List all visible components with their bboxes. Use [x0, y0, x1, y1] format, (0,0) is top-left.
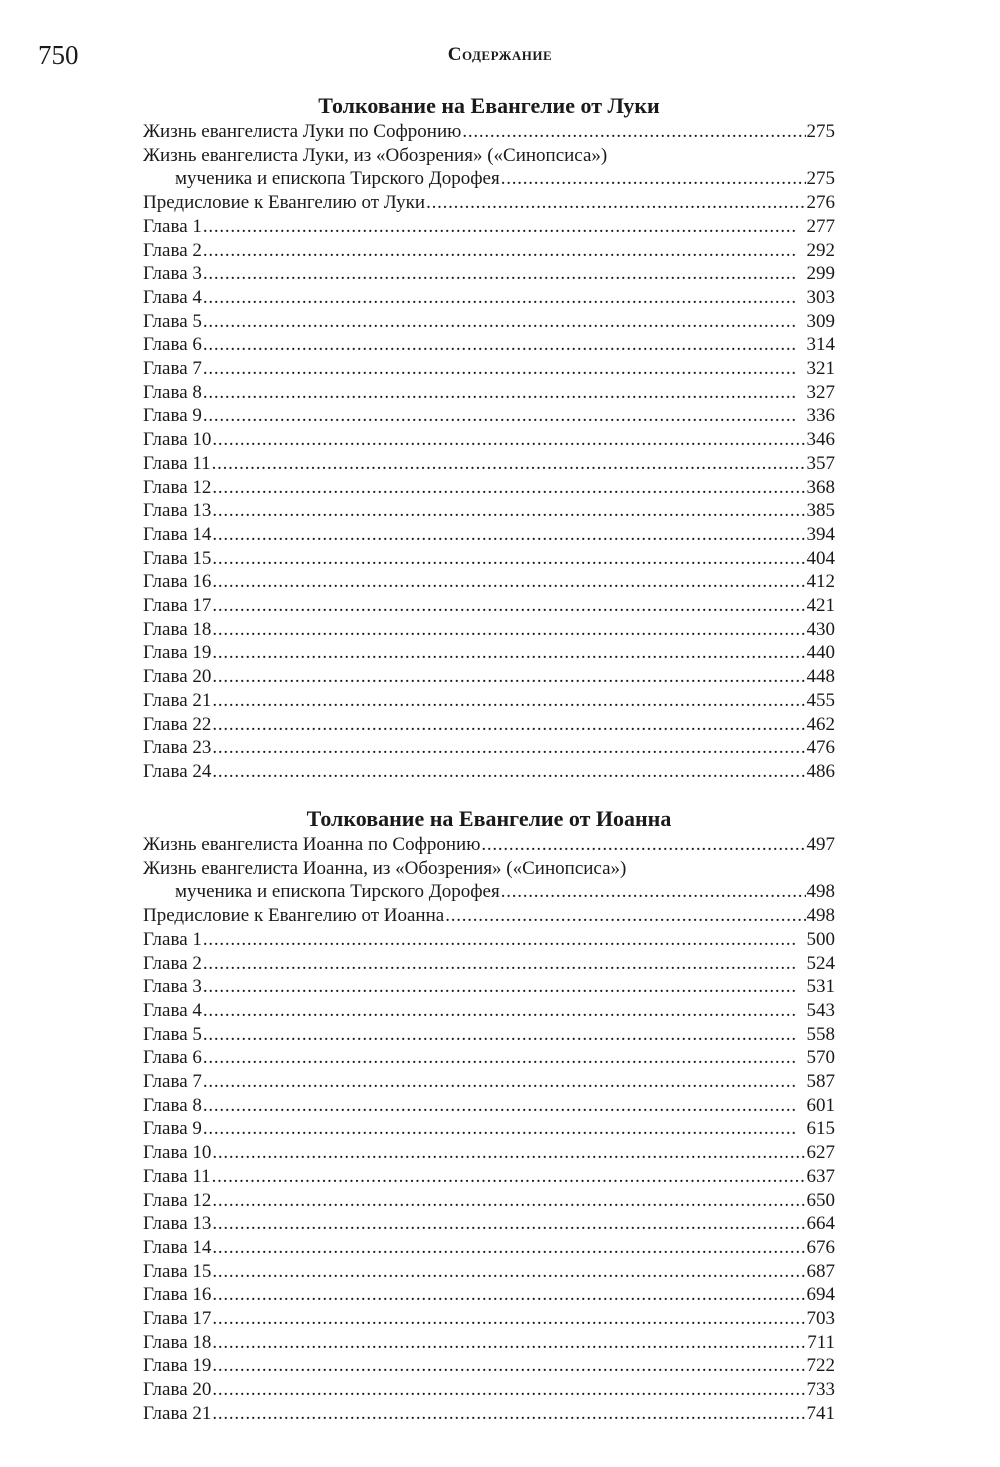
- toc-entry-label: Глава 17: [143, 1308, 212, 1330]
- toc-entry-chapter[interactable]: [143, 1141, 835, 1165]
- toc-entry-label: Глава 8: [143, 381, 202, 403]
- dot-leader: [212, 1260, 805, 1284]
- toc-entry-chapter[interactable]: [143, 928, 835, 952]
- toc-entry-label: Глава 10: [143, 1142, 212, 1164]
- toc-entry-chapter[interactable]: [143, 1165, 835, 1189]
- toc-entry-chapter[interactable]: [143, 523, 835, 547]
- dot-leader: [203, 215, 806, 239]
- toc-entry-chapter[interactable]: [143, 239, 835, 263]
- toc-entry-page: 500: [806, 928, 835, 950]
- toc-entry-page: 292: [806, 239, 835, 261]
- toc-entry-chapter[interactable]: [143, 262, 835, 286]
- dot-leader: [501, 167, 806, 191]
- toc-entry[interactable]: [143, 904, 835, 928]
- toc-entry-chapter[interactable]: [143, 1331, 835, 1355]
- toc-entry-label: Глава 17: [143, 595, 212, 617]
- toc-entry-chapter[interactable]: [143, 1354, 835, 1378]
- toc-entries: [143, 833, 835, 928]
- toc-entry-label: Глава 11: [143, 452, 211, 474]
- toc-entry-chapter[interactable]: [143, 1283, 835, 1307]
- toc-entry-chapter[interactable]: [143, 310, 835, 334]
- toc-entry-chapter[interactable]: [143, 1117, 835, 1141]
- toc-entry-page: 277: [806, 215, 835, 237]
- section-title: Толкование на Евангелие от Луки: [318, 93, 660, 118]
- dot-leader: [212, 1331, 806, 1355]
- toc-entry-page: 275: [806, 121, 835, 142]
- toc-entry[interactable]: [143, 120, 835, 144]
- toc-entry-page: 615: [806, 1118, 835, 1140]
- toc-section-john: [143, 805, 835, 1426]
- toc-entry-page: 711: [807, 1331, 835, 1353]
- toc-entry-chapter[interactable]: [143, 1094, 835, 1118]
- dot-leader: [212, 499, 805, 523]
- toc-entry-label: Глава 15: [143, 547, 212, 569]
- toc-entry-page: 309: [806, 310, 835, 332]
- toc-entry-chapter[interactable]: [143, 1189, 835, 1213]
- toc-entry-page: 722: [806, 1355, 835, 1377]
- dot-leader: [203, 952, 806, 976]
- toc-entry-label: Глава 10: [143, 429, 212, 451]
- dot-leader: [212, 570, 805, 594]
- toc-entry-page: 394: [806, 523, 835, 545]
- toc-entry-page: 497: [806, 834, 835, 855]
- toc-entry-page: 440: [806, 642, 835, 664]
- toc-entry-label: Глава 1: [143, 215, 202, 237]
- dot-leader: [203, 928, 806, 952]
- toc-entry-page: 664: [806, 1213, 835, 1235]
- toc-entry-label: Глава 6: [143, 1047, 202, 1069]
- toc-entry-label: Глава 13: [143, 500, 212, 522]
- dot-leader: [203, 1023, 806, 1047]
- dot-leader: [203, 357, 806, 381]
- toc-entry-chapter[interactable]: [143, 952, 835, 976]
- toc-entry-label: Глава 7: [143, 358, 202, 380]
- dot-leader: [212, 523, 805, 547]
- toc-entry-label: Жизнь евангелиста Иоанна, из «Обозрения» («Синопсиса»): [143, 857, 627, 879]
- dot-leader: [501, 880, 806, 904]
- toc-entry-page: 303: [806, 286, 835, 308]
- running-head: Содержание: [447, 44, 553, 65]
- dot-leader: [203, 404, 806, 428]
- toc-entry-chapter[interactable]: [143, 713, 835, 737]
- toc-entry-page: 524: [806, 952, 835, 974]
- toc-entry-label: Глава 21: [143, 1402, 212, 1424]
- toc-entry-label: Глава 5: [143, 1023, 202, 1045]
- dot-leader: [212, 1402, 805, 1426]
- dot-leader: [203, 1046, 806, 1070]
- toc-entry-label: Глава 20: [143, 666, 212, 688]
- toc-entry-page: 486: [806, 760, 835, 782]
- toc-entry-chapter[interactable]: [143, 1236, 835, 1260]
- toc-entry-label: Глава 24: [143, 760, 212, 782]
- dot-leader: [203, 381, 806, 405]
- toc-entry-page: 276: [806, 192, 835, 214]
- toc-entry-label: Глава 19: [143, 1355, 212, 1377]
- dot-leader: [212, 736, 805, 760]
- toc-entry-chapter[interactable]: [143, 1046, 835, 1070]
- toc-entry-label: Глава 4: [143, 999, 202, 1021]
- toc-entry-chapter[interactable]: [143, 1260, 835, 1284]
- toc-entry-page: 357: [806, 452, 835, 474]
- toc-entry-chapter[interactable]: [143, 1212, 835, 1236]
- toc-entry-page: 448: [806, 666, 835, 688]
- toc-entry-label: Глава 18: [143, 618, 212, 640]
- section-title: Толкование на Евангелие от Иоанна: [306, 806, 672, 831]
- dot-leader: [212, 1189, 805, 1213]
- toc-entry-page: 476: [806, 737, 835, 759]
- toc-entry-label: Предисловие к Евангелию от Иоанна: [143, 905, 445, 927]
- toc-entry-page: 601: [806, 1094, 835, 1116]
- toc-entry-label: Глава 12: [143, 1189, 212, 1211]
- dot-leader: [481, 833, 805, 857]
- toc-entry-label: Глава 13: [143, 1213, 212, 1235]
- toc-entry-page: 531: [806, 976, 835, 998]
- dot-leader: [203, 333, 806, 357]
- dot-leader: [212, 641, 805, 665]
- dot-leader: [203, 1117, 806, 1141]
- toc-entry-label: Глава 4: [143, 286, 202, 308]
- toc-entry-page: 336: [806, 405, 835, 427]
- toc-entry-page: 703: [806, 1308, 835, 1330]
- toc-entry-page: 430: [806, 618, 835, 640]
- dot-leader: [212, 1165, 806, 1189]
- toc-entries: [143, 120, 835, 215]
- toc-entry-chapter[interactable]: [143, 594, 835, 618]
- toc-entry-page: 299: [806, 263, 835, 285]
- toc-entry-label: Жизнь евангелиста Луки, из «Обозрения» («Синопсиса»): [143, 144, 608, 166]
- toc-entry-page: 404: [806, 547, 835, 569]
- dot-leader: [203, 310, 806, 334]
- dot-leader: [203, 239, 806, 263]
- toc-entry-label: Глава 19: [143, 642, 212, 664]
- toc-entry-chapter[interactable]: [143, 404, 835, 428]
- toc-entry-label: Глава 2: [143, 952, 202, 974]
- toc-entry[interactable]: [143, 191, 835, 215]
- dot-leader: [203, 975, 806, 999]
- dot-leader: [426, 191, 805, 215]
- toc-entry-page: 346: [806, 429, 835, 451]
- toc-entry-page: 275: [806, 168, 835, 190]
- dot-leader: [212, 594, 805, 618]
- toc-entry-label: Предисловие к Евангелию от Луки: [143, 192, 426, 214]
- toc-entry-label: Глава 11: [143, 1165, 211, 1187]
- toc-entry-label-continued: мученика и епископа Тирского Дорофея: [175, 881, 500, 903]
- toc-entry-label: Глава 9: [143, 405, 202, 427]
- toc-entry-page: 637: [806, 1165, 835, 1187]
- toc-entry-page: 733: [806, 1379, 835, 1401]
- chapter-list: [143, 215, 835, 784]
- toc-entry-chapter[interactable]: [143, 1023, 835, 1047]
- toc-entry-page: 741: [806, 1402, 835, 1424]
- toc-entry-label: Глава 16: [143, 571, 212, 593]
- toc-entry-page: 687: [806, 1260, 835, 1282]
- dot-leader: [462, 120, 805, 144]
- toc-entry-label: Глава 14: [143, 1236, 212, 1258]
- toc-entry-label: Глава 23: [143, 737, 212, 759]
- toc-entry-chapter[interactable]: [143, 689, 835, 713]
- dot-leader: [212, 452, 806, 476]
- toc-entry-label: Глава 18: [143, 1331, 212, 1353]
- toc-entry-chapter[interactable]: [143, 641, 835, 665]
- toc-entry-page: 327: [806, 381, 835, 403]
- toc-entry-label: Глава 20: [143, 1379, 212, 1401]
- toc-entry-chapter[interactable]: [143, 999, 835, 1023]
- toc-entry-label: Глава 5: [143, 310, 202, 332]
- toc-entry-label: Жизнь евангелиста Иоанна по Софронию: [143, 834, 481, 855]
- dot-leader: [203, 286, 806, 310]
- toc-entry-chapter[interactable]: [143, 1402, 835, 1426]
- dot-leader: [212, 1212, 805, 1236]
- dot-leader: [212, 476, 805, 500]
- toc-entry-chapter[interactable]: [143, 381, 835, 405]
- dot-leader: [212, 1236, 805, 1260]
- dot-leader: [445, 904, 805, 928]
- dot-leader: [212, 689, 805, 713]
- toc-section-luke: [143, 92, 835, 784]
- toc-entry-page: 314: [806, 334, 835, 356]
- toc-entry-chapter[interactable]: [143, 333, 835, 357]
- dot-leader: [212, 760, 805, 784]
- dot-leader: [212, 618, 805, 642]
- toc-entry-chapter[interactable]: [143, 975, 835, 999]
- dot-leader: [203, 262, 806, 286]
- toc-entry-page: 570: [806, 1047, 835, 1069]
- dot-leader: [212, 1378, 805, 1402]
- dot-leader: [212, 1283, 805, 1307]
- toc-entry-label-continued: мученика и епископа Тирского Дорофея: [175, 168, 500, 190]
- toc-entry-label: Жизнь евангелиста Луки по Софронию: [143, 121, 462, 142]
- toc-entry-chapter[interactable]: [143, 452, 835, 476]
- toc-entry-label: Глава 1: [143, 928, 202, 950]
- toc-entry-chapter[interactable]: [143, 570, 835, 594]
- toc-entry-label: Глава 3: [143, 263, 202, 285]
- dot-leader: [212, 1141, 805, 1165]
- toc-entry-label: Глава 9: [143, 1118, 202, 1140]
- toc-entry-chapter[interactable]: [143, 665, 835, 689]
- toc-entry-chapter[interactable]: [143, 1070, 835, 1094]
- toc-entry-page: 498: [806, 881, 835, 903]
- toc-entry-page: 676: [806, 1236, 835, 1258]
- toc-entry-chapter[interactable]: [143, 1307, 835, 1331]
- toc-entry-chapter[interactable]: [143, 428, 835, 452]
- toc-entry-page: 498: [806, 905, 835, 927]
- toc-entry-chapter[interactable]: [143, 1378, 835, 1402]
- toc-entry-label: Глава 21: [143, 689, 212, 711]
- toc-entry-label: Глава 14: [143, 523, 212, 545]
- toc-entry-chapter[interactable]: [143, 618, 835, 642]
- toc-entry-label: Глава 6: [143, 334, 202, 356]
- toc-entry-page: 627: [806, 1142, 835, 1164]
- toc-entry-label: Глава 7: [143, 1071, 202, 1093]
- toc-entry-page: 412: [806, 571, 835, 593]
- toc-entry-page: 385: [806, 500, 835, 522]
- toc-entry-page: 462: [806, 713, 835, 735]
- toc-entry[interactable]: [143, 144, 835, 191]
- page-number: 750: [38, 40, 79, 70]
- toc-entry[interactable]: [143, 833, 835, 857]
- toc-entry-chapter[interactable]: [143, 476, 835, 500]
- dot-leader: [212, 665, 805, 689]
- toc-entry-label: Глава 2: [143, 239, 202, 261]
- toc-entry-label: Глава 8: [143, 1094, 202, 1116]
- dot-leader: [203, 1094, 806, 1118]
- dot-leader: [212, 1354, 805, 1378]
- toc-entry[interactable]: [143, 857, 835, 904]
- toc-entry-chapter[interactable]: [143, 736, 835, 760]
- dot-leader: [203, 1070, 806, 1094]
- toc-entry-label: Глава 12: [143, 476, 212, 498]
- toc-entry-chapter[interactable]: [143, 215, 835, 239]
- toc-entry-label: Глава 15: [143, 1260, 212, 1282]
- toc-entry-chapter[interactable]: [143, 357, 835, 381]
- toc-entry-chapter[interactable]: [143, 547, 835, 571]
- dot-leader: [212, 428, 805, 452]
- dot-leader: [203, 999, 806, 1023]
- toc-entry-page: 694: [806, 1284, 835, 1306]
- toc-entry-page: 421: [806, 595, 835, 617]
- toc-entry-chapter[interactable]: [143, 286, 835, 310]
- toc-entry-page: 558: [806, 1023, 835, 1045]
- toc-entry-page: 321: [806, 358, 835, 380]
- toc-entry-page: 587: [806, 1071, 835, 1093]
- dot-leader: [212, 1307, 805, 1331]
- toc-entry-label: Глава 16: [143, 1284, 212, 1306]
- dot-leader: [212, 713, 805, 737]
- toc-entry-label: Глава 3: [143, 976, 202, 998]
- toc-entry-page: 455: [806, 689, 835, 711]
- toc-entry-chapter[interactable]: [143, 760, 835, 784]
- toc-entry-page: 543: [806, 999, 835, 1021]
- toc-entry-label: Глава 22: [143, 713, 212, 735]
- toc-entry-page: 650: [806, 1189, 835, 1211]
- toc-entry-chapter[interactable]: [143, 499, 835, 523]
- dot-leader: [212, 547, 805, 571]
- chapter-list: [143, 928, 835, 1426]
- toc-entry-page: 368: [806, 476, 835, 498]
